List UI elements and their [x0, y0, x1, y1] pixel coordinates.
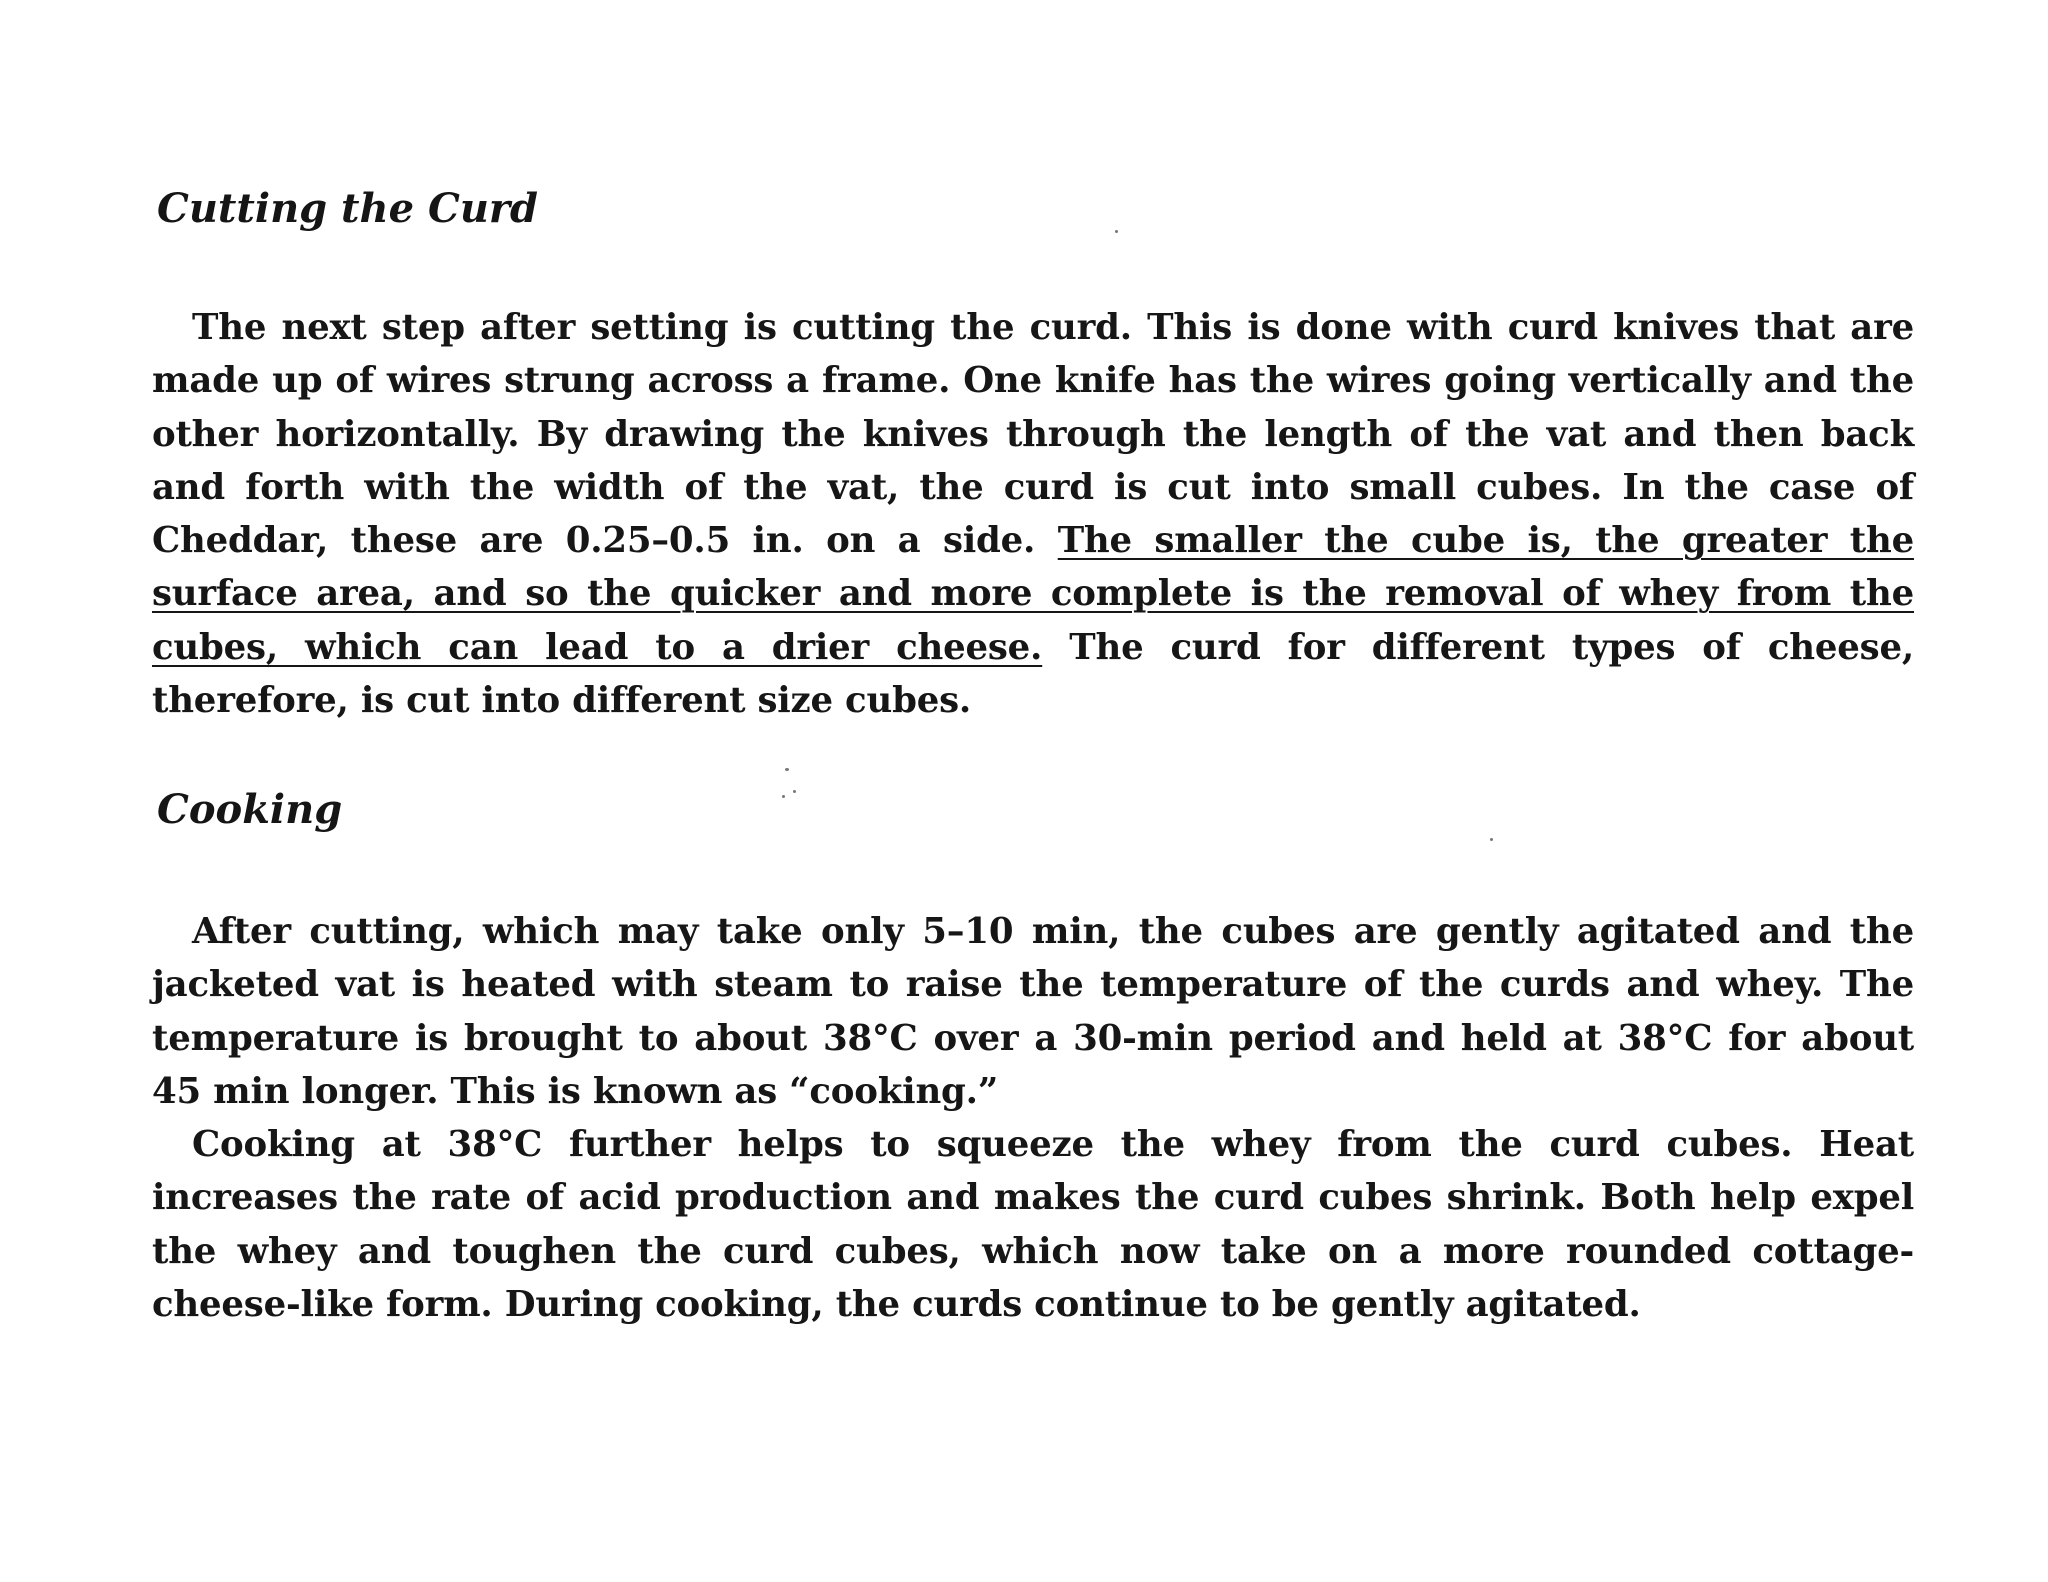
paragraph-cutting-the-curd — [152, 301, 1914, 727]
underlined-text: The smaller the cube is, the greater the surface area, and so the quicker and more complete is the removal of whey from the cubes, which can lead to a drier cheese. — [152, 520, 1914, 668]
scan-speck — [785, 768, 789, 771]
paragraph-text: After cutting, which may take only 5–10 min, the cubes are gently agitated and the jacketed vat is heated with steam to raise the temperature of the curds and whey. The temperature is brought to about 38°C over a 30-min period and held at 38°C for about 45 min longer. This is known as “cooking.” — [152, 911, 1914, 1112]
paragraph-text: The next step after setting is cutting the curd. This is done with curd knives that are made up of wires strung across a frame. One knife has the wires going vertically and the other horizontally. By drawing the knives through the length of the vat and then back and forth with the width of the vat, the curd is cut into small cubes. In the case of Cheddar, these are 0.25–0.5 in. on a side. — [152, 307, 1914, 562]
scan-speck — [1115, 230, 1118, 233]
scan-speck — [782, 795, 785, 798]
scan-speck — [793, 790, 796, 793]
paragraph-text: Cooking at 38°C further helps to squeeze the whey from the curd cubes. Heat increases the rate of acid production and makes the curd cubes shrink. Both help expel the whey and toughen the curd cubes, which now take on a more rounded cottage-cheese-like form. During cooking, the curds continue to be gently agitated. — [152, 1124, 1914, 1325]
scan-speck — [1490, 838, 1493, 841]
paragraph-text: The curd for different types of cheese, therefore, is cut into different size cubes. — [152, 626, 1914, 722]
paragraph-cooking-2 — [152, 1118, 1914, 1331]
paragraph-cooking-1 — [152, 905, 1914, 1118]
section-heading-cooking: Cooking — [157, 786, 343, 833]
section-heading-cutting-the-curd: Cutting the Curd — [157, 185, 538, 232]
